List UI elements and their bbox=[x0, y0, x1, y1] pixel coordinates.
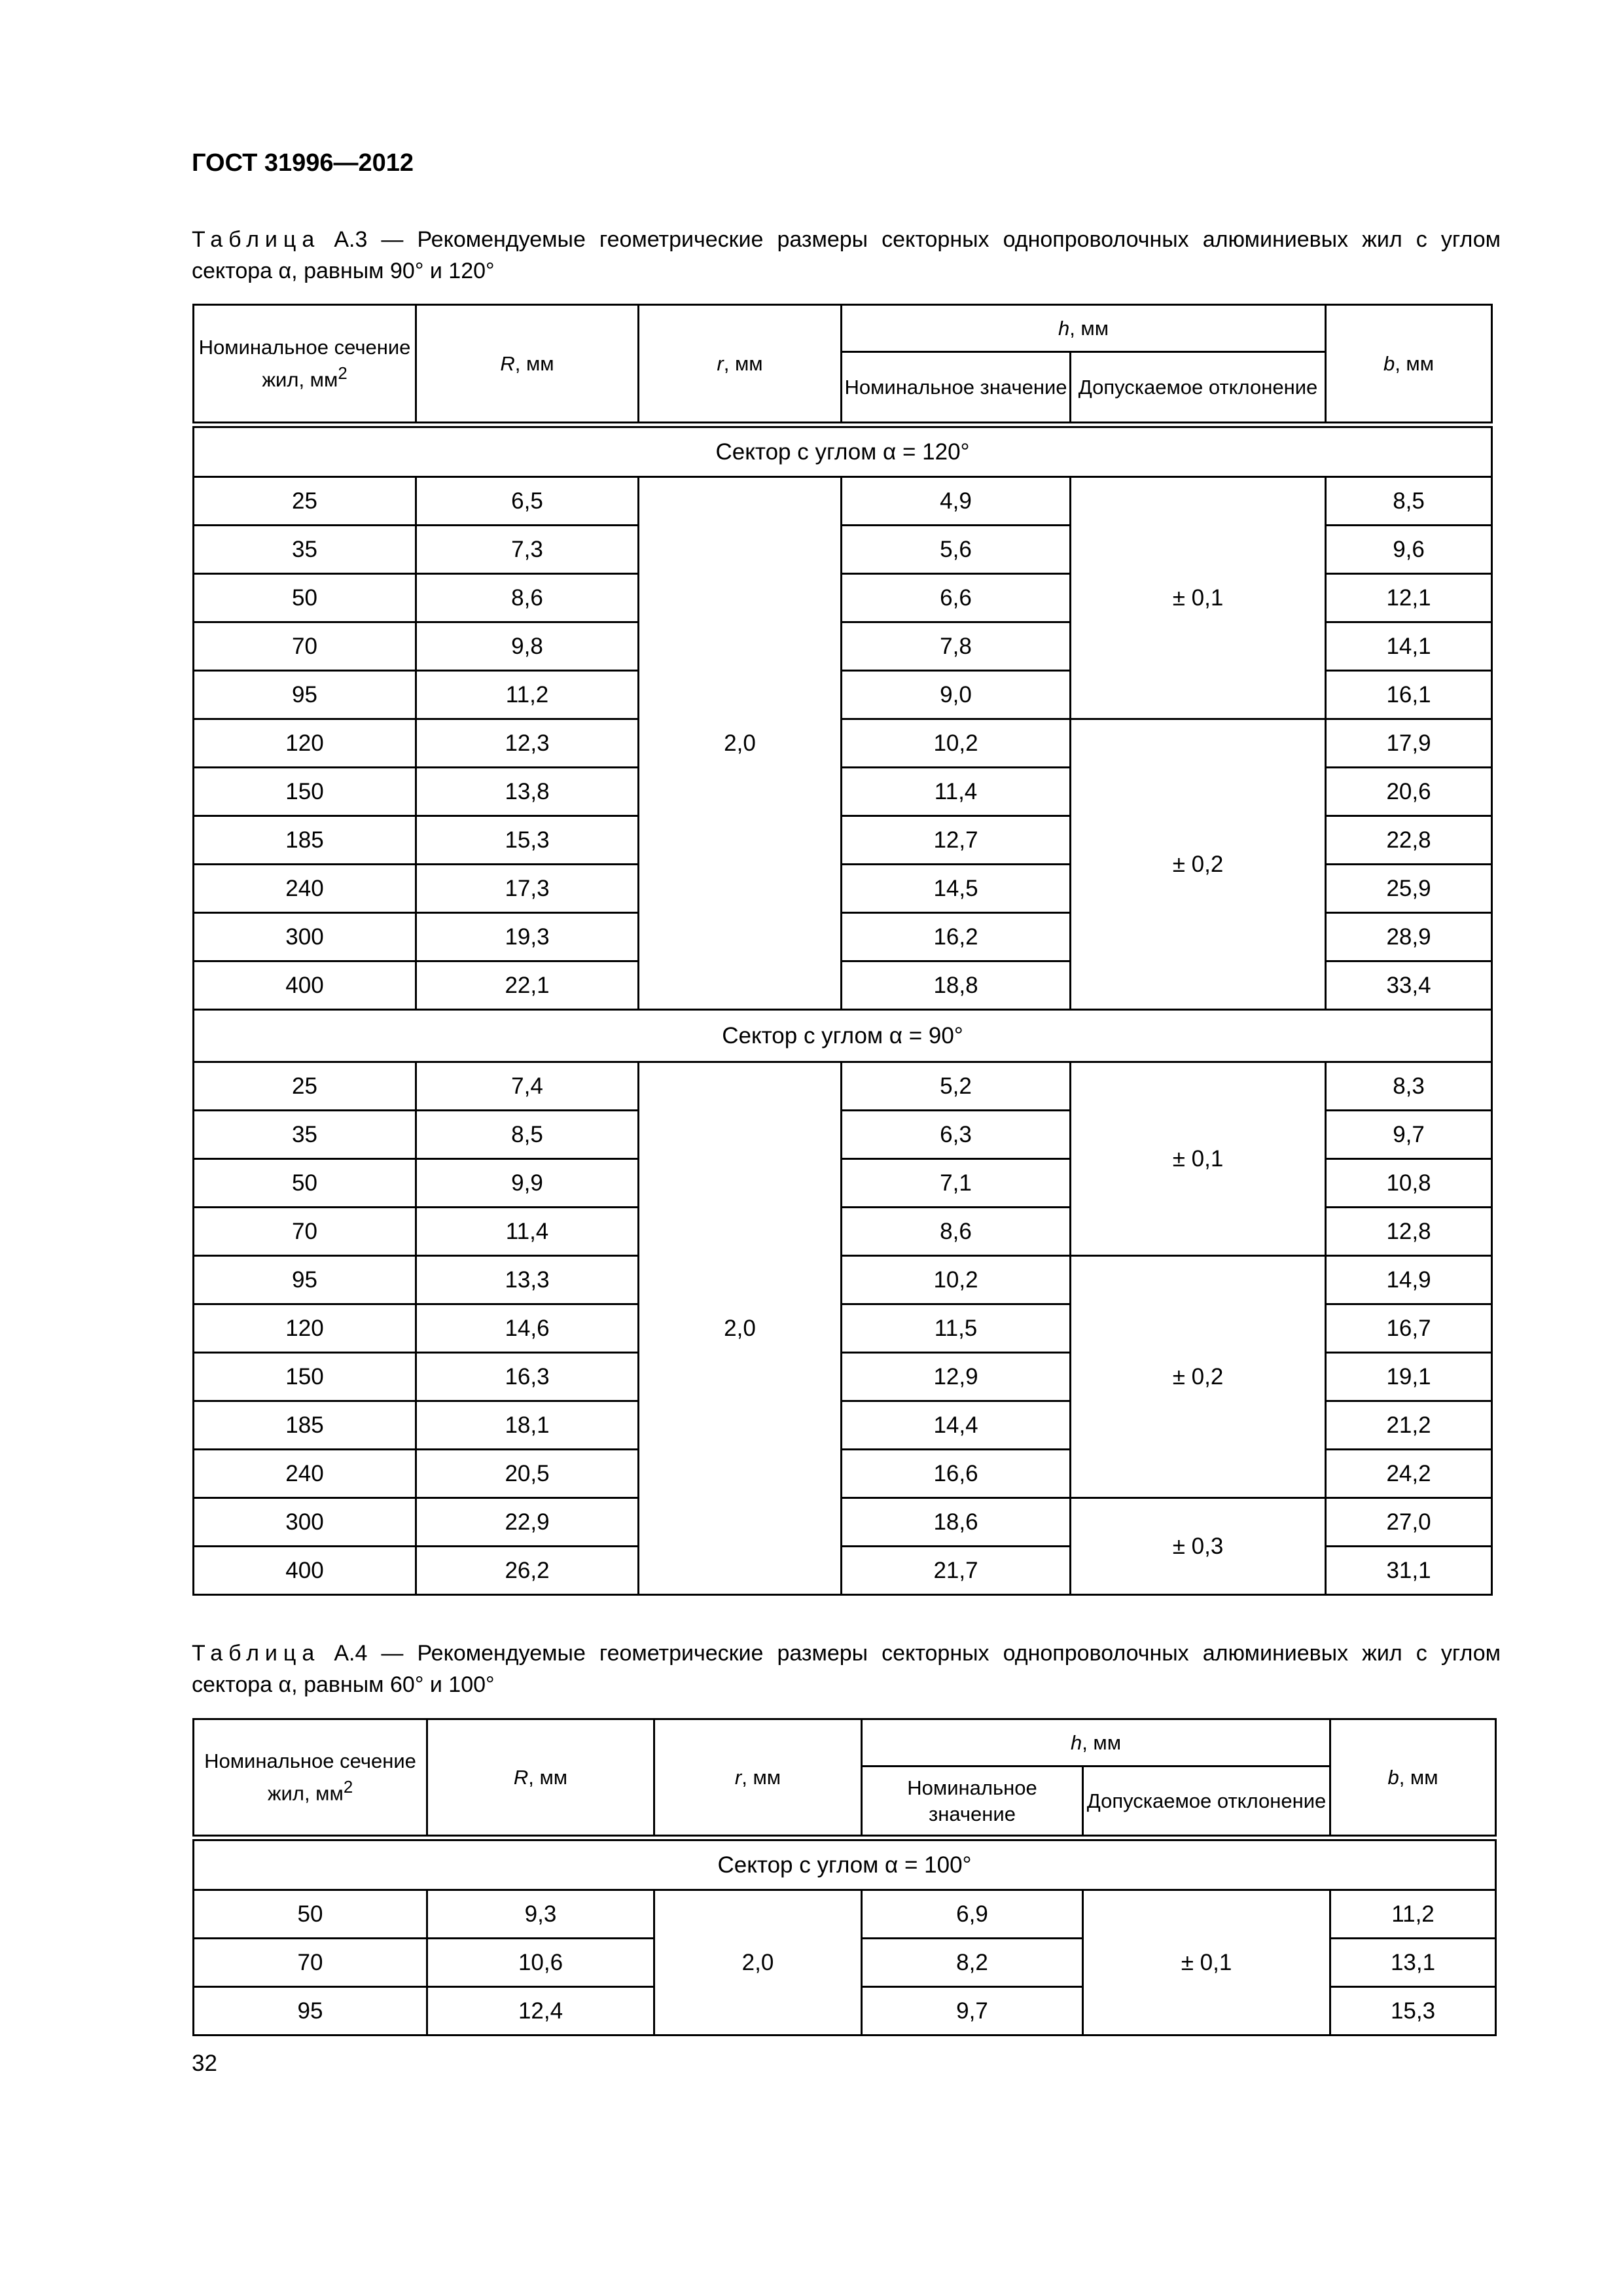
cell-section: 150 bbox=[194, 1353, 416, 1401]
cell-R: 9,3 bbox=[427, 1890, 654, 1939]
cell-R: 17,3 bbox=[416, 865, 639, 913]
cell-R: 14,6 bbox=[416, 1304, 639, 1353]
cell-R: 22,9 bbox=[416, 1498, 639, 1547]
cell-r: 2,0 bbox=[639, 1062, 842, 1595]
cell-section: 50 bbox=[194, 1159, 416, 1208]
cell-h-nominal: 14,4 bbox=[842, 1401, 1071, 1450]
cell-R: 12,4 bbox=[427, 1987, 654, 2036]
cell-b: 14,9 bbox=[1326, 1256, 1492, 1304]
cell-h-nominal: 8,6 bbox=[842, 1208, 1071, 1256]
table-row bbox=[194, 1256, 1492, 1304]
cell-R: 10,6 bbox=[427, 1939, 654, 1987]
cell-h-nominal: 5,6 bbox=[842, 526, 1071, 574]
cell-R: 6,5 bbox=[416, 477, 639, 526]
cell-section: 35 bbox=[194, 1111, 416, 1159]
cell-h-nominal: 8,2 bbox=[862, 1939, 1083, 1987]
sector-title: Сектор с углом α = 100° bbox=[194, 1840, 1496, 1890]
cell-section: 25 bbox=[194, 1062, 416, 1111]
cell-R: 13,8 bbox=[416, 768, 639, 816]
table-row bbox=[194, 477, 1492, 526]
cell-section: 400 bbox=[194, 961, 416, 1010]
cell-section: 95 bbox=[194, 1987, 427, 2036]
cell-section: 150 bbox=[194, 768, 416, 816]
cell-section: 70 bbox=[194, 1939, 427, 1987]
cell-R: 9,9 bbox=[416, 1159, 639, 1208]
cell-b: 16,1 bbox=[1326, 671, 1492, 719]
cell-R: 22,1 bbox=[416, 961, 639, 1010]
cell-r: 2,0 bbox=[639, 477, 842, 1010]
cell-R: 26,2 bbox=[416, 1547, 639, 1595]
cell-b: 21,2 bbox=[1326, 1401, 1492, 1450]
cell-b: 12,8 bbox=[1326, 1208, 1492, 1256]
table-row bbox=[194, 719, 1492, 768]
cell-section: 120 bbox=[194, 719, 416, 768]
cell-section: 185 bbox=[194, 1401, 416, 1450]
cell-b: 12,1 bbox=[1326, 574, 1492, 622]
cell-section: 300 bbox=[194, 1498, 416, 1547]
header-r: r, мм bbox=[639, 305, 842, 423]
cell-h-nominal: 6,6 bbox=[842, 574, 1071, 622]
table-row bbox=[194, 1890, 1496, 1939]
cell-section: 120 bbox=[194, 1304, 416, 1353]
cell-b: 28,9 bbox=[1326, 913, 1492, 961]
cell-h-nominal: 18,6 bbox=[842, 1498, 1071, 1547]
cell-R: 7,3 bbox=[416, 526, 639, 574]
header-h-tolerance: Допускаемое отклонение bbox=[1083, 1767, 1330, 1836]
caption-text: А.4 — Рекомендуемые геометрические размеры секторных однопроволочных алюминиевых жил с углом сектора α, равным 60° и 100° bbox=[192, 1641, 1501, 1697]
caption-text: А.3 — Рекомендуемые геометрические размеры секторных однопроволочных алюминиевых жил с углом сектора α, равным 90° и 120° bbox=[192, 227, 1501, 283]
cell-b: 16,7 bbox=[1326, 1304, 1492, 1353]
sector-title: Сектор с углом α = 90° bbox=[194, 1010, 1492, 1062]
cell-section: 240 bbox=[194, 1450, 416, 1498]
cell-b: 27,0 bbox=[1326, 1498, 1492, 1547]
cell-h-tolerance: ± 0,1 bbox=[1071, 1062, 1326, 1256]
cell-R: 16,3 bbox=[416, 1353, 639, 1401]
cell-section: 70 bbox=[194, 1208, 416, 1256]
cell-b: 13,1 bbox=[1330, 1939, 1496, 1987]
cell-section: 240 bbox=[194, 865, 416, 913]
cell-b: 20,6 bbox=[1326, 768, 1492, 816]
caption-lead: Таблица bbox=[192, 1641, 321, 1666]
cell-R: 13,3 bbox=[416, 1256, 639, 1304]
table-a3-caption bbox=[192, 224, 1501, 287]
table-a4 bbox=[192, 1718, 1497, 2036]
cell-h-nominal: 6,9 bbox=[862, 1890, 1083, 1939]
cell-R: 11,2 bbox=[416, 671, 639, 719]
cell-h-nominal: 11,4 bbox=[842, 768, 1071, 816]
header-h-nominal: Номинальное значение bbox=[842, 352, 1071, 423]
cell-R: 7,4 bbox=[416, 1062, 639, 1111]
cell-h-nominal: 21,7 bbox=[842, 1547, 1071, 1595]
cell-h-nominal: 10,2 bbox=[842, 719, 1071, 768]
cell-section: 95 bbox=[194, 1256, 416, 1304]
cell-R: 8,5 bbox=[416, 1111, 639, 1159]
cell-R: 20,5 bbox=[416, 1450, 639, 1498]
header-h: h, мм bbox=[842, 305, 1326, 352]
cell-h-tolerance: ± 0,2 bbox=[1071, 1256, 1326, 1498]
caption-lead: Таблица bbox=[192, 227, 321, 252]
cell-h-tolerance: ± 0,1 bbox=[1071, 477, 1326, 719]
cell-h-nominal: 12,7 bbox=[842, 816, 1071, 865]
cell-b: 9,7 bbox=[1326, 1111, 1492, 1159]
header-section: Номинальное сечение жил, $мм^2$ bbox=[194, 305, 416, 423]
cell-h-nominal: 7,8 bbox=[842, 622, 1071, 671]
header-r: r, мм bbox=[654, 1719, 862, 1836]
cell-R: 12,3 bbox=[416, 719, 639, 768]
header-h-nominal: Номинальное значение bbox=[862, 1767, 1083, 1836]
cell-h-nominal: 16,2 bbox=[842, 913, 1071, 961]
cell-b: 24,2 bbox=[1326, 1450, 1492, 1498]
header-R: R, мм bbox=[427, 1719, 654, 1836]
cell-h-nominal: 6,3 bbox=[842, 1111, 1071, 1159]
cell-b: 15,3 bbox=[1330, 1987, 1496, 2036]
cell-b: 19,1 bbox=[1326, 1353, 1492, 1401]
cell-h-nominal: 7,1 bbox=[842, 1159, 1071, 1208]
cell-section: 25 bbox=[194, 477, 416, 526]
cell-b: 31,1 bbox=[1326, 1547, 1492, 1595]
cell-h-nominal: 9,0 bbox=[842, 671, 1071, 719]
cell-b: 8,3 bbox=[1326, 1062, 1492, 1111]
header-b: b, мм bbox=[1330, 1719, 1496, 1836]
cell-b: 8,5 bbox=[1326, 477, 1492, 526]
cell-h-nominal: 4,9 bbox=[842, 477, 1071, 526]
cell-b: 14,1 bbox=[1326, 622, 1492, 671]
cell-b: 25,9 bbox=[1326, 865, 1492, 913]
cell-R: 8,6 bbox=[416, 574, 639, 622]
document-header: ГОСТ 31996—2012 bbox=[192, 149, 414, 177]
cell-R: 18,1 bbox=[416, 1401, 639, 1450]
cell-h-nominal: 16,6 bbox=[842, 1450, 1071, 1498]
cell-b: 9,6 bbox=[1326, 526, 1492, 574]
cell-section: 400 bbox=[194, 1547, 416, 1595]
cell-h-tolerance: ± 0,3 bbox=[1071, 1498, 1326, 1595]
header-section: Номинальное сечение жил, $мм^2$ bbox=[194, 1719, 427, 1836]
cell-b: 17,9 bbox=[1326, 719, 1492, 768]
cell-section: 35 bbox=[194, 526, 416, 574]
cell-h-tolerance: ± 0,1 bbox=[1083, 1890, 1330, 2036]
cell-b: 33,4 bbox=[1326, 961, 1492, 1010]
cell-section: 300 bbox=[194, 913, 416, 961]
cell-h-nominal: 11,5 bbox=[842, 1304, 1071, 1353]
cell-h-nominal: 18,8 bbox=[842, 961, 1071, 1010]
cell-h-nominal: 14,5 bbox=[842, 865, 1071, 913]
header-b: b, мм bbox=[1326, 305, 1492, 423]
cell-section: 185 bbox=[194, 816, 416, 865]
cell-section: 50 bbox=[194, 574, 416, 622]
table-a4-caption bbox=[192, 1638, 1501, 1700]
header-h: h, мм bbox=[862, 1719, 1330, 1767]
header-h-tolerance: Допускаемое отклонение bbox=[1071, 352, 1326, 423]
page-number: 32 bbox=[192, 2051, 217, 2076]
header-R: R, мм bbox=[416, 305, 639, 423]
cell-section: 95 bbox=[194, 671, 416, 719]
table-row bbox=[194, 1498, 1492, 1547]
cell-h-nominal: 10,2 bbox=[842, 1256, 1071, 1304]
cell-section: 50 bbox=[194, 1890, 427, 1939]
cell-R: 11,4 bbox=[416, 1208, 639, 1256]
cell-h-tolerance: ± 0,2 bbox=[1071, 719, 1326, 1010]
cell-R: 9,8 bbox=[416, 622, 639, 671]
sector-title: Сектор с углом α = 120° bbox=[194, 427, 1492, 477]
table-a3 bbox=[192, 304, 1493, 1596]
cell-b: 11,2 bbox=[1330, 1890, 1496, 1939]
cell-b: 10,8 bbox=[1326, 1159, 1492, 1208]
cell-h-nominal: 9,7 bbox=[862, 1987, 1083, 2036]
cell-R: 19,3 bbox=[416, 913, 639, 961]
cell-h-nominal: 12,9 bbox=[842, 1353, 1071, 1401]
cell-r: 2,0 bbox=[654, 1890, 862, 2036]
cell-b: 22,8 bbox=[1326, 816, 1492, 865]
cell-section: 70 bbox=[194, 622, 416, 671]
cell-R: 15,3 bbox=[416, 816, 639, 865]
table-row bbox=[194, 1062, 1492, 1111]
cell-h-nominal: 5,2 bbox=[842, 1062, 1071, 1111]
